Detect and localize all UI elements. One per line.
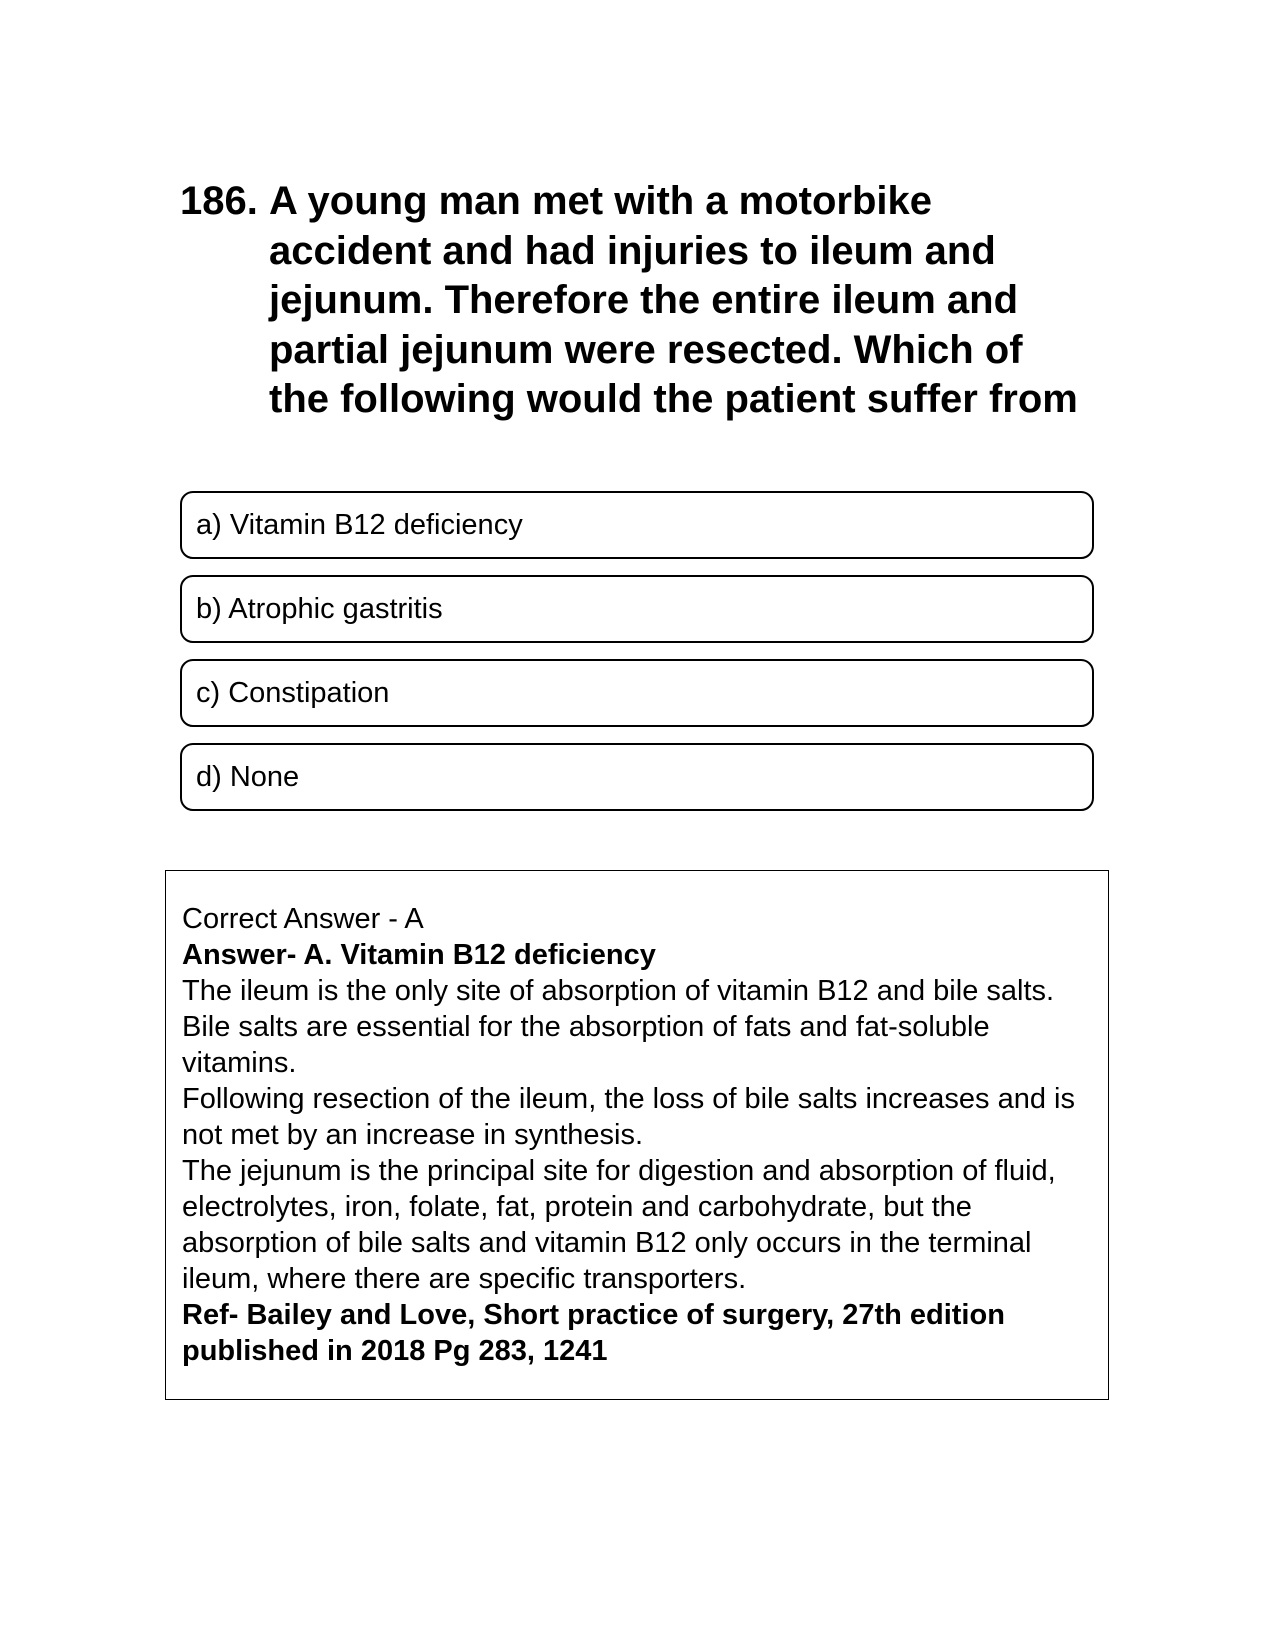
option-a[interactable]: a) Vitamin B12 deficiency xyxy=(180,491,1094,559)
option-d[interactable]: d) None xyxy=(180,743,1094,811)
answer-heading: Answer- A. Vitamin B12 deficiency xyxy=(182,939,656,971)
explanation-paragraph: Following resection of the ileum, the loss of bile salts increases and is not met by an increase in synthesis. xyxy=(182,1083,1075,1151)
question-text: A young man met with a motorbike accident and had injuries to ileum and jejunum. Therefore the entire ileum and partial jejunum were resected. Which of the following would the patient suffer from xyxy=(269,179,1078,422)
explanation-paragraph: Bile salts are essential for the absorption of fats and fat-soluble vitamins. xyxy=(182,1011,990,1079)
explanation-paragraph: The ileum is the only site of absorption of vitamin B12 and bile salts. xyxy=(182,975,1055,1007)
question-number: 186. xyxy=(180,179,258,223)
option-c[interactable]: c) Constipation xyxy=(180,659,1094,727)
question xyxy=(180,177,1080,425)
options-list xyxy=(180,491,1094,827)
answer-explanation-box xyxy=(165,870,1109,1400)
correct-answer-line: Correct Answer - A xyxy=(182,903,424,935)
reference: Ref- Bailey and Love, Short practice of surgery, 27th edition published in 2018 Pg 283, 1241 xyxy=(182,1299,1005,1367)
explanation-paragraph: The jejunum is the principal site for digestion and absorption of fluid, electrolytes, iron, folate, fat, protein and carbohydrate, but the absorption of bile salts and vitamin B12 only occurs in the terminal ileum, where there are specific transporters. xyxy=(182,1155,1056,1295)
option-b[interactable]: b) Atrophic gastritis xyxy=(180,575,1094,643)
